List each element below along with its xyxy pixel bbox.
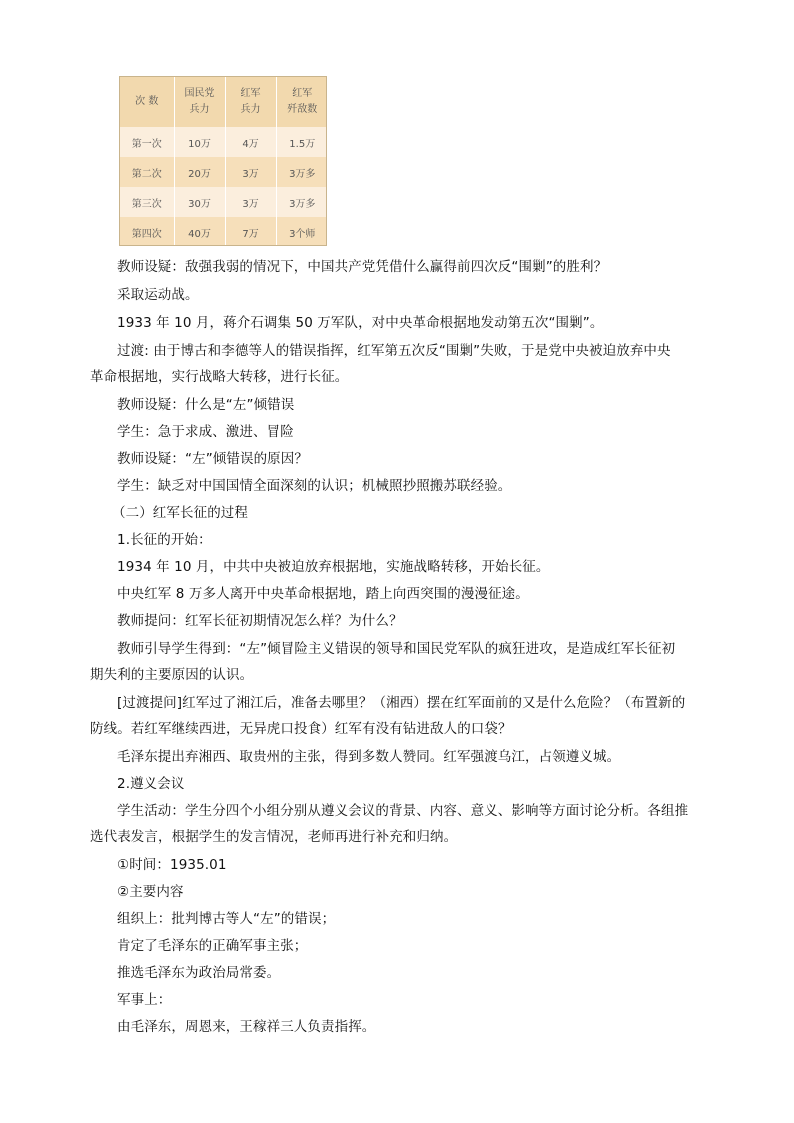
- header-enemies-annihilated: 红军 歼敌数: [287, 88, 318, 115]
- table-cell: 3万: [225, 157, 276, 187]
- text-paragraph: 肯定了毛泽东的正确军事主张；: [117, 938, 308, 954]
- table-cell: 40万: [174, 217, 225, 246]
- table-cell: 第三次: [120, 187, 174, 217]
- teacher-question-paragraph: 教师设疑：敌强我弱的情况下，中国共产党凭借什么赢得前四次反“围剿”的胜利？: [117, 259, 608, 275]
- student-activity-paragraph-cont: 选代表发言，根据学生的发言情况，老师再进行补充和归纳。: [90, 829, 458, 845]
- text-paragraph: 1933 年 10 月，蒋介石调集 50 万军队，对中央革命根据地发动第五次“围剿”。: [117, 315, 604, 331]
- student-answer-paragraph: 学生：缺乏对中国国情全面深刻的认识；机械照抄照搬苏联经验。: [117, 478, 512, 494]
- list-item-main-content: ②主要内容: [117, 884, 184, 900]
- transition-question-paragraph: [过渡提问]红军过了湘江后，准备去哪里？（湘西）摆在红军面前的又是什么危险？（布置新的: [117, 695, 686, 711]
- text-paragraph: 军事上：: [117, 992, 172, 1008]
- table-cell: 4万: [225, 127, 276, 157]
- header-kmt-troops: 国民党 兵力: [174, 77, 225, 127]
- text-paragraph: 中央红军 8 万多人离开中央革命根据地，踏上向西突围的漫漫征途。: [117, 586, 529, 602]
- answer-paragraph: 采取运动战。: [117, 287, 199, 303]
- transition-paragraph-cont: 革命根据地，实行战略大转移，进行长征。: [90, 369, 349, 385]
- table-cell: 第二次: [120, 157, 174, 187]
- teacher-question-paragraph: 教师提问：红军长征初期情况怎么样？为什么？: [117, 613, 403, 629]
- table-cell: 1.5万: [289, 138, 316, 150]
- table-cell: 3个师: [289, 228, 316, 240]
- transition-paragraph: 过渡: 由于博古和李德等人的错误指挥，红军第五次反“围剿”失败，于是党中央被迫放弃中央: [117, 343, 671, 359]
- teacher-question-paragraph: 教师设疑：“左”倾错误的原因？: [117, 451, 308, 467]
- teacher-guidance-paragraph-cont: 期失利的主要原因的认识。: [90, 667, 254, 683]
- text-paragraph: 毛泽东提出弃湘西、取贵州的主张，得到多数人赞同。红军强渡乌江，占领遵义城。: [117, 749, 621, 765]
- transition-question-paragraph-cont: 防线。若红军继续西进，无异虎口投食）红军有没有钻进敌人的口袋？: [90, 721, 512, 737]
- list-item-time: ①时间：1935.01: [117, 857, 227, 873]
- table-cell: 第一次: [120, 127, 174, 157]
- table-cell: 3万多: [289, 198, 316, 210]
- teacher-question-paragraph: 教师设疑：什么是“左”倾错误: [117, 397, 295, 413]
- header-red-army-troops: 红军 兵力: [225, 77, 276, 127]
- text-paragraph: 推选毛泽东为政治局常委。: [117, 965, 281, 981]
- text-paragraph: 组织上：批判博古等人“左”的错误；: [117, 911, 336, 927]
- table-row: [120, 157, 327, 187]
- header-count: 次 数: [120, 77, 174, 127]
- table-cell: 3万: [225, 187, 276, 217]
- teacher-guidance-paragraph: 教师引导学生得到：“左”倾冒险主义错误的领导和国民党军队的疯狂进攻，是造成红军长征初: [117, 641, 676, 657]
- table-cell: 30万: [174, 187, 225, 217]
- table-header-row: [120, 77, 327, 127]
- table-cell: 第四次: [120, 217, 174, 246]
- table-cell: 3万多: [289, 168, 316, 180]
- table-row: [120, 187, 327, 217]
- text-paragraph: 1934 年 10 月，中共中央被迫放弃根据地，实施战略转移，开始长征。: [117, 559, 550, 575]
- statistics-table: [120, 77, 327, 246]
- student-activity-paragraph: 学生活动：学生分四个小组分别从遵义会议的背景、内容、意义、影响等方面讨论分析。各组推: [117, 803, 689, 819]
- table-cell: 10万: [174, 127, 225, 157]
- table-cell: 20万: [174, 157, 225, 187]
- subsection-heading: 2.遵义会议: [117, 776, 185, 792]
- section-heading: （二）红军长征的过程: [112, 505, 248, 521]
- text-paragraph: 由毛泽东，周恩来，王稼祥三人负责指挥。: [117, 1019, 376, 1035]
- table-row: [120, 217, 327, 246]
- table-cell: 7万: [225, 217, 276, 246]
- subsection-heading: 1.长征的开始：: [117, 532, 212, 548]
- table-row: [120, 127, 327, 157]
- student-answer-paragraph: 学生：急于求成、激进、冒险: [117, 424, 294, 440]
- campaign-statistics-table: [119, 76, 327, 246]
